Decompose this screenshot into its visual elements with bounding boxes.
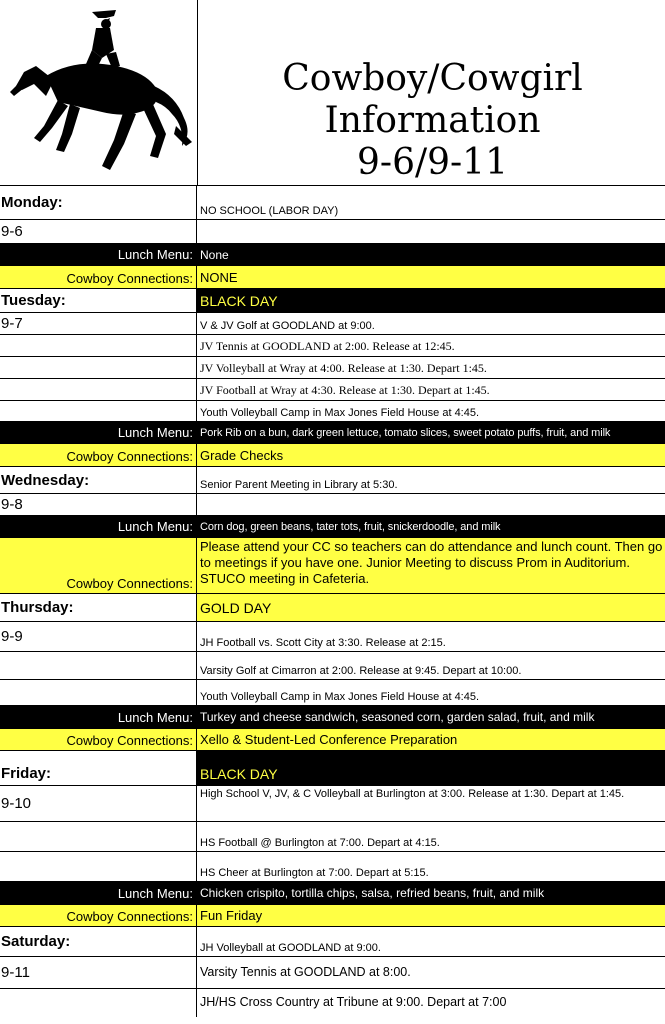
event-text: JV Football at Wray at 4:30. Release at 1:30. Depart at 1:45. — [200, 383, 490, 397]
event-text: JH Football vs. Scott City at 3:30. Release at 2:15. — [200, 637, 446, 649]
day-label: Saturday: — [0, 927, 197, 956]
date-label: 9-10 — [0, 786, 197, 821]
lunch-row — [0, 705, 665, 728]
event-text: JH/HS Cross Country at Tribune at 9:00. Depart at 7:00 — [200, 995, 507, 1009]
cc-label: Cowboy Connections: — [0, 266, 197, 288]
lunch-label: Lunch Menu: — [0, 882, 197, 904]
table-row — [0, 219, 665, 243]
lunch-text: None — [200, 247, 229, 262]
table-row — [0, 621, 665, 651]
event-text: High School V, JV, & C Volleyball at Burlington at 3:00. Release at 1:30. Depart at 1:45. — [200, 788, 625, 800]
day-label: Tuesday: — [0, 289, 197, 312]
table-row — [0, 288, 665, 312]
cc-label: Cowboy Connections: — [0, 444, 197, 466]
event-text: Senior Parent Meeting in Library at 5:30. — [200, 479, 398, 491]
event-text: Varsity Golf at Cimarron at 2:00. Release at 9:45. Depart at 10:00. — [200, 665, 522, 677]
event-text: V & JV Golf at GOODLAND at 9:00. — [200, 320, 375, 332]
event-text: Youth Volleyball Camp in Max Jones Field House at 4:45. — [200, 407, 480, 419]
cc-text: Xello & Student-Led Conference Preparation — [200, 732, 458, 747]
lunch-label: Lunch Menu: — [0, 706, 197, 728]
event-text: JH Volleyball at GOODLAND at 9:00. — [200, 942, 381, 954]
header — [0, 0, 665, 185]
cc-label: Cowboy Connections: — [0, 729, 197, 750]
cc-row — [0, 443, 665, 466]
cc-text: NONE — [200, 269, 238, 285]
lunch-row — [0, 421, 665, 443]
cc-text: Fun Friday — [200, 908, 263, 923]
lunch-row — [0, 881, 665, 904]
table-row — [0, 785, 665, 821]
title-line: Information — [324, 100, 541, 141]
table-row — [0, 750, 665, 785]
table-row — [0, 988, 665, 1017]
table-row — [0, 493, 665, 515]
day-label: Thursday: — [0, 594, 197, 621]
table-row — [0, 400, 665, 421]
color-day-badge: BLACK DAY — [197, 751, 665, 785]
date-label: 9-7 — [0, 313, 197, 334]
color-day-badge: GOLD DAY — [197, 594, 665, 621]
divider — [197, 0, 198, 185]
table-row — [0, 466, 665, 493]
table-row — [0, 851, 665, 881]
table-row — [0, 679, 665, 705]
table-row — [0, 651, 665, 679]
day-label: Wednesday: — [0, 467, 197, 493]
table-row — [0, 334, 665, 356]
lunch-label: Lunch Menu: — [0, 516, 197, 537]
lunch-row — [0, 515, 665, 537]
date-label: 9-8 — [0, 494, 197, 515]
lunch-label: Lunch Menu: — [0, 422, 197, 443]
schedule-table — [0, 185, 665, 1017]
lunch-row — [0, 243, 665, 265]
cc-text: Grade Checks — [200, 447, 284, 463]
date-label: 9-9 — [0, 622, 197, 651]
cc-row — [0, 728, 665, 750]
event-text: JV Tennis at GOODLAND at 2:00. Release at 12:45. — [200, 339, 455, 353]
lunch-text: Pork Rib on a bun, dark green lettuce, tomato slices, sweet potato puffs, fruit, and milk — [200, 426, 611, 439]
lunch-text: Turkey and cheese sandwich, seasoned corn, garden salad, fruit, and milk — [200, 710, 595, 724]
date-label: 9-6 — [0, 220, 197, 243]
table-row — [0, 926, 665, 956]
table-row — [0, 356, 665, 378]
day-label: Friday: — [0, 751, 197, 785]
event-text: Varsity Tennis at GOODLAND at 8:00. — [200, 964, 411, 979]
cc-text: Please attend your CC so teachers can do attendance and lunch count. Then go to meetings if you have one. Junior Meeting to discuss Prom in Auditorium. STUCO meeting in Cafeteria. — [200, 539, 663, 586]
cc-label: Cowboy Connections: — [0, 538, 197, 593]
lunch-label: Lunch Menu: — [0, 244, 197, 265]
cc-row — [0, 904, 665, 926]
lunch-text: Corn dog, green beans, tater tots, fruit, snickerdoodle, and milk — [200, 520, 501, 533]
color-day-badge: BLACK DAY — [197, 289, 665, 312]
cc-row — [0, 265, 665, 288]
table-row — [0, 821, 665, 851]
lunch-text: Chicken crispito, tortilla chips, salsa, refried beans, fruit, and milk — [200, 886, 545, 900]
event-text: JV Volleyball at Wray at 4:00. Release at 1:30. Depart 1:45. — [200, 361, 487, 375]
event-text: Youth Volleyball Camp in Max Jones Field House at 4:45. — [200, 691, 480, 703]
table-row — [0, 312, 665, 334]
table-row — [0, 956, 665, 988]
event-text: HS Football @ Burlington at 7:00. Depart at 4:15. — [200, 837, 440, 849]
page-title — [200, 58, 665, 184]
table-row — [0, 593, 665, 621]
date-label: 9-11 — [0, 957, 197, 988]
event-text: HS Cheer at Burlington at 7:00. Depart at 5:15. — [200, 867, 429, 879]
day-label: Monday: — [0, 186, 197, 219]
event-text: NO SCHOOL (LABOR DAY) — [200, 205, 339, 217]
cc-row — [0, 537, 665, 593]
cc-label: Cowboy Connections: — [0, 905, 197, 926]
title-line: Cowboy/Cowgirl — [282, 58, 583, 99]
bucking-horse-logo-icon — [6, 6, 196, 178]
title-line: 9-6/9-11 — [357, 142, 508, 183]
table-row — [0, 185, 665, 219]
table-row — [0, 378, 665, 400]
